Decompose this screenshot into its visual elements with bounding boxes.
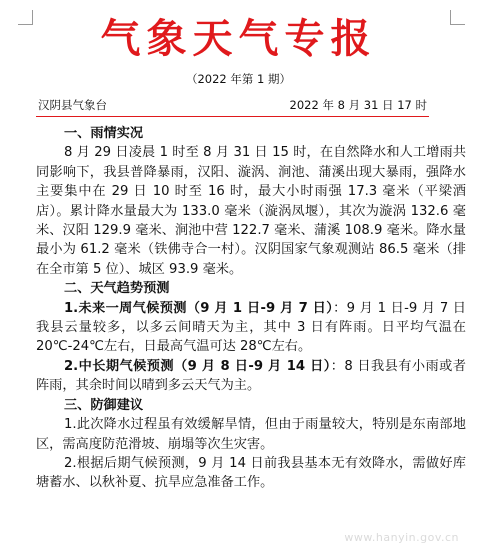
rain-paragraph: 8 月 29 日凌晨 1 时至 8 月 31 日 15 时，在自然降水和人工增雨共同影响下，我县普降暴雨，汉阳、漩涡、涧池、蒲溪出现大暴雨，强降水主要集中在 29 日 10 时至 16 时，最大小时雨强 17.3 毫米（平梁酒店）。累计降水量最大为 133.0 毫米（漩涡凤堰），其次为漩涡 132.6 毫米、汉阳 129.9 毫米、涧池中营 122.7 毫米、蒲溪 108.9 毫米。降水量最小为 61.2 毫米（铁佛寺合一村）。汉阴国家气象观测站 86.5 毫米（排在全市第 5 位）、城区 93.9 毫米。 <box>36 145 466 277</box>
week-forecast-paragraph <box>36 299 466 357</box>
issuer-name: 汉阴县气象台 <box>38 98 107 112</box>
mid-forecast-paragraph <box>36 357 466 396</box>
mid-forecast-text: ：8 日我县有小雨或者阵雨，其余时间以晴到多云天气为主。 <box>36 358 466 394</box>
advice-item-1: 1.此次降水过程虽有效缓解旱情，但由于雨量较大，特别是东南部地区，需高度防范滑坡、崩塌等次生灾害。 <box>36 417 466 452</box>
advice-item-2: 2.根据后期气候预测，9 月 14 日前我县基本无有效降水，需做好库塘蓄水、以秋补夏、抗旱应急准备工作。 <box>36 455 466 491</box>
issue-datetime: 2022 年 8 月 31 日 17 时 <box>289 98 427 112</box>
mid-forecast-label: 2.中长期气候预测（9 月 8 日-9 月 14 日） <box>64 358 331 374</box>
red-divider <box>36 116 429 117</box>
document-body <box>36 124 466 493</box>
section-heading-trend: 二、天气趋势预测 <box>64 281 170 297</box>
week-forecast-label: 1.未来一周气候预测（9 月 1 日-9 月 7 日） <box>64 300 334 316</box>
section-heading-rain: 一、雨情实况 <box>64 126 144 141</box>
section-heading-advice: 三、防御建议 <box>64 397 144 413</box>
week-forecast-text: ：9 月 1 日-9 月 7 日我县云量较多，以多云间晴天为主，其中 3 日有阵雨。日平均气温在 20℃-24℃左右，日最高气温可达 28℃左右。 <box>36 300 466 355</box>
header-row <box>38 98 427 112</box>
issue-number: （2022 年第 1 期） <box>185 72 292 86</box>
document-title: 气象天气专报 <box>100 15 377 62</box>
watermark: www.hanyin.gov.cn <box>344 531 459 544</box>
